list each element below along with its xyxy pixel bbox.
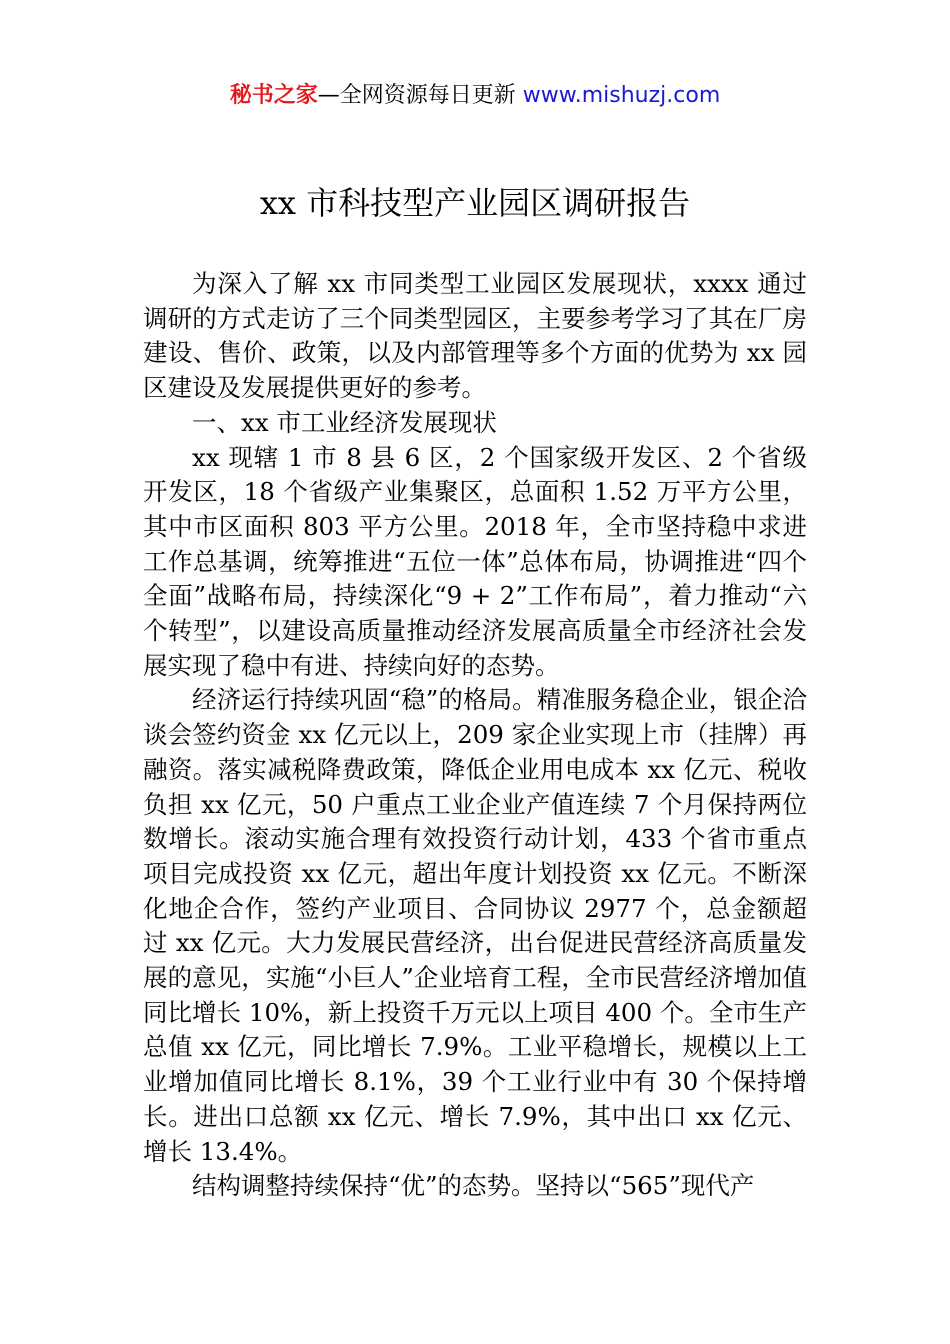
site-url-link[interactable]: www.mishuzj.com	[522, 83, 721, 108]
section-heading: 一、xx 市工业经济发展现状	[192, 407, 497, 437]
site-header	[0, 80, 950, 112]
paragraph-intro: 为深入了解 xx 市同类型工业园区发展现状，xxxx 通过调研的方式走访了三个同类型园区，主要参考学习了其在厂房建设、售价、政策，以及内部管理等多个方面的优势为 xx 园区建设及发展提供更好的参考。	[143, 269, 807, 403]
paragraph-economy-stable: 经济运行持续巩固“稳”的格局。精准服务稳企业，银企洽谈会签约资金 xx 亿元以上，209 家企业实现上市（挂牌）再融资。落实减税降费政策，降低企业用电成本 xx 亿元、税收负担 xx 亿元，50 户重点工业企业产值连续 7 个月保持两位数增长。滚动实施合理有效投资行动计划，433 个省市重点项目完成投资 xx 亿元，超出年度计划投资 xx 亿元。不断深化地企合作，签约产业项目、合同协议 2977 个，总金额超过 xx 亿元。大力发展民营经济，出台促进民营经济高质量发展的意见，实施“小巨人”企业培育工程，全市民营经济增加值同比增长 10%，新上投资千万元以上项目 400 个。全市生产总值 xx 亿元，同比增长 7.9%。工业平稳增长，规模以上工业增加值同比增长 8.1%，39 个工业行业中有 30 个保持增长。进出口总额 xx 亿元、增长 7.9%，其中出口 xx 亿元、增长 13.4%。	[143, 685, 807, 1166]
paragraph-overview: xx 现辖 1 市 8 县 6 区，2 个国家级开发区、2 个省级开发区，18 个省级产业集聚区，总面积 1.52 万平方公里，其中市区面积 803 平方公里。2018 年，全市坚持稳中求进工作总基调，统筹推进“五位一体”总体布局，协调推进“四个全面”战略布局，持续深化“9 + 2”工作布局”，着力推动“六个转型”，以建设高质量推动经济发展高质量全市经济社会发展实现了稳中有进、持续向好的态势。	[143, 442, 807, 680]
document-title: xx 市科技型产业园区调研报告	[259, 184, 691, 222]
document-body	[143, 267, 807, 1204]
site-tagline: —全网资源每日更新	[317, 83, 523, 108]
paragraph-structure: 结构调整持续保持“优”的态势。坚持以“565”现代产	[192, 1171, 755, 1201]
site-brand: 秘书之家	[229, 83, 318, 108]
